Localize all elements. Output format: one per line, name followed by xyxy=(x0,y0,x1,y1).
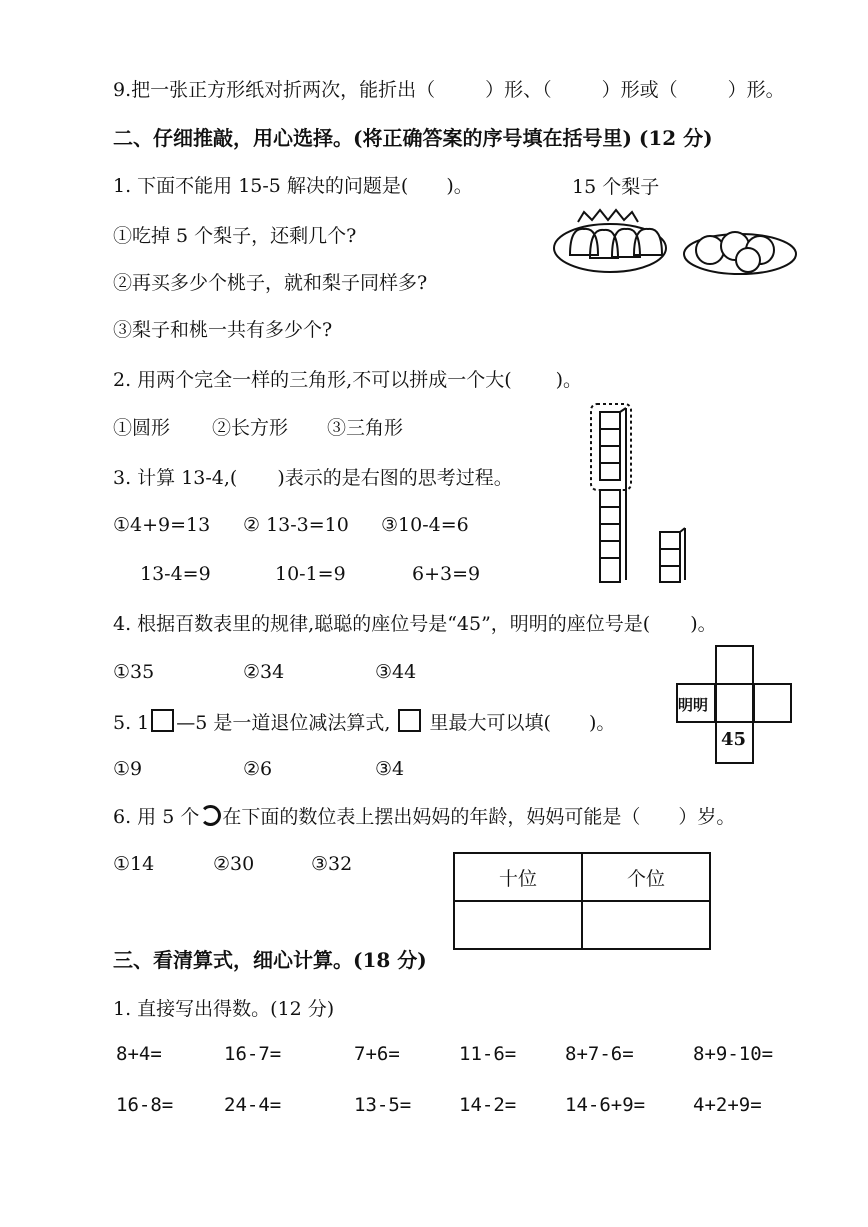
c2-option-3: ③三角形 xyxy=(327,417,404,439)
calc-item: 7+6= xyxy=(354,1043,400,1065)
ones-cell[interactable] xyxy=(582,901,710,949)
c5-stem-d: )。 xyxy=(588,712,616,734)
c4-option-1: ①35 xyxy=(113,661,155,683)
c2-stem-b: )。 xyxy=(555,369,583,391)
tens-cell[interactable] xyxy=(454,901,582,949)
q9-text-d: ）形。 xyxy=(727,79,785,101)
c5-option-1: ①9 xyxy=(113,758,143,780)
calc-item: 14-6+9= xyxy=(565,1094,646,1116)
c3-stem-b: )表示的是右图的思考过程。 xyxy=(277,467,513,489)
grid-cell xyxy=(753,683,792,723)
c4-stem xyxy=(113,612,717,636)
section2-title: 二、仔细推敲，用心选择。(将正确答案的序号填在括号里) (12 分) xyxy=(113,126,713,150)
grid-cell xyxy=(715,645,754,685)
c5-stem-b: —5 是一道退位减法算式, xyxy=(176,712,391,734)
calc-item: 8+9-10= xyxy=(693,1043,774,1065)
calc-item: 16-8= xyxy=(116,1094,174,1116)
section3-title: 三、看清算式，细心计算。(18 分) xyxy=(113,948,427,972)
c3-option-1a: ①4+9=13 xyxy=(113,514,211,536)
c2-option-2: ②长方形 xyxy=(212,417,289,439)
c6-option-2: ②30 xyxy=(213,853,255,875)
counting-blocks-image xyxy=(588,400,698,590)
c2-stem-a: 2. 用两个完全一样的三角形,不可以拼成一个大( xyxy=(113,369,512,391)
c3-stem xyxy=(113,466,513,490)
c4-stem-b: )。 xyxy=(690,613,717,635)
c1-stem-b: )。 xyxy=(446,175,473,197)
calc-item: 8+4= xyxy=(116,1043,162,1065)
c6-stem-a: 6. 用 5 个 xyxy=(113,806,200,828)
seat-number-45: 45 xyxy=(721,729,747,750)
c3-option-3b: 6+3=9 xyxy=(412,563,481,585)
c5-stem xyxy=(113,709,615,735)
c1-stem-a: 1. 下面不能用 15-5 解决的问题是( xyxy=(113,175,409,197)
c6-stem-c: ）岁。 xyxy=(678,806,736,828)
q9-text-b: ）形、（ xyxy=(485,79,552,101)
calc-item: 11-6= xyxy=(459,1043,517,1065)
calc-item: 4+2+9= xyxy=(693,1094,762,1116)
place-value-table xyxy=(453,852,711,950)
q9-text-c: ）形或（ xyxy=(601,79,678,101)
c2-option-1: ①圆形 xyxy=(113,417,171,439)
c3-option-1b: 13-4=9 xyxy=(140,563,211,585)
calc-item: 16-7= xyxy=(224,1043,282,1065)
c1-option-1: ①吃掉 5 个梨子，还剩几个? xyxy=(113,225,357,247)
pears-label: 15 个梨子 xyxy=(572,176,660,198)
c1-stem xyxy=(113,174,473,198)
c3-option-3a: ③10-4=6 xyxy=(381,514,469,536)
c1-option-2: ②再买多少个桃子，就和梨子同样多? xyxy=(113,272,428,294)
c6-stem-b: 在下面的数位表上摆出妈妈的年龄，妈妈可能是（ xyxy=(222,806,641,828)
c4-option-2: ②34 xyxy=(243,661,285,683)
c3-stem-a: 3. 计算 13-4,( xyxy=(113,467,238,489)
fruit-plates-image xyxy=(550,200,802,280)
calc-item: 13-5= xyxy=(354,1094,412,1116)
c2-stem xyxy=(113,368,582,392)
c5-stem-c: 里最大可以填( xyxy=(429,712,551,734)
c5-option-3: ③4 xyxy=(375,758,405,780)
c5-stem-a: 5. 1 xyxy=(113,712,150,734)
ones-header: 个位 xyxy=(582,853,710,901)
c4-stem-a: 4. 根据百数表里的规律,聪聪的座位号是“45”，明明的座位号是( xyxy=(113,613,651,635)
bead-icon xyxy=(200,805,221,826)
c3-option-2a: ② 13-3=10 xyxy=(243,514,349,536)
calc-item: 8+7-6= xyxy=(565,1043,634,1065)
calc-item: 14-2= xyxy=(459,1094,517,1116)
mingming-label: 明明 xyxy=(678,696,709,714)
c6-stem xyxy=(113,805,735,829)
c4-option-3: ③44 xyxy=(375,661,417,683)
digit-box[interactable] xyxy=(151,709,174,732)
grid-cell xyxy=(715,683,754,723)
tens-header: 十位 xyxy=(454,853,582,901)
calc-subtitle: 1. 直接写出得数。(12 分) xyxy=(113,998,335,1020)
c3-option-2b: 10-1=9 xyxy=(275,563,346,585)
c1-option-3: ③梨子和桃一共有多少个? xyxy=(113,319,333,341)
digit-box[interactable] xyxy=(398,709,421,732)
q9-line xyxy=(113,78,785,102)
calc-item: 24-4= xyxy=(224,1094,282,1116)
c6-option-1: ①14 xyxy=(113,853,155,875)
c6-option-3: ③32 xyxy=(311,853,353,875)
c5-option-2: ②6 xyxy=(243,758,273,780)
q9-text-a: 9.把一张正方形纸对折两次，能折出（ xyxy=(113,79,436,101)
